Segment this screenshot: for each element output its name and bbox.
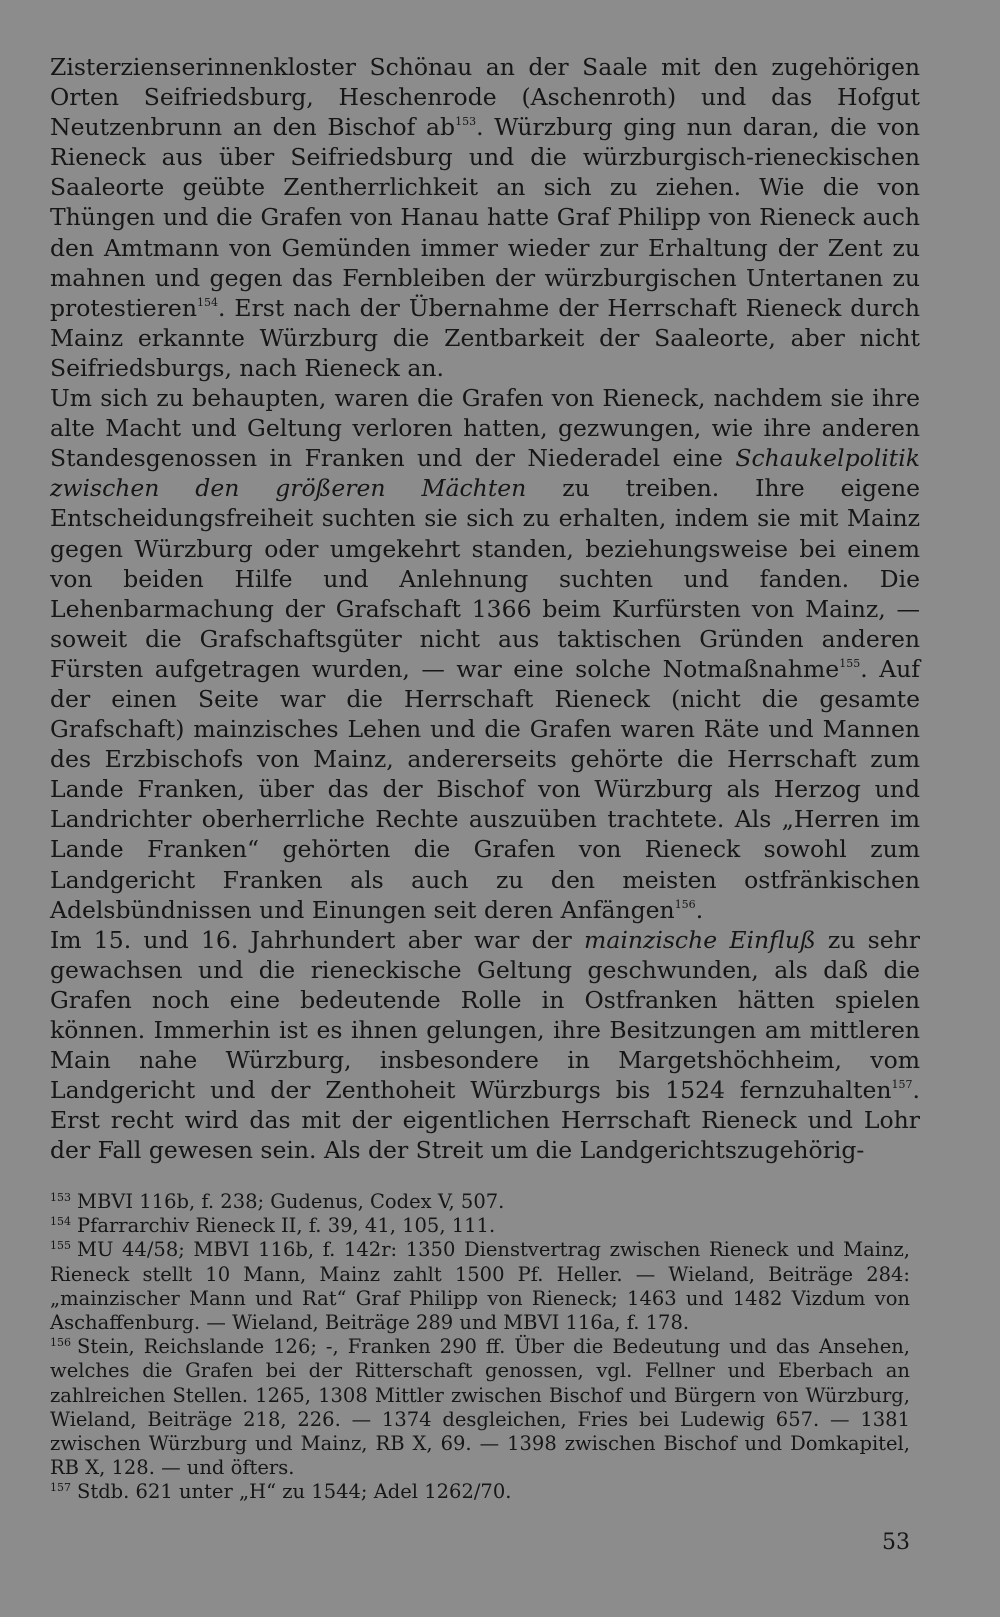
text-run: . Erst nach der Übernahme der Herrschaft Rieneck durch Mainz erkannte Würzburg die Zentbarkeit der Saaleorte, aber nicht Seifriedsburgs, nach Rieneck an. (50, 293, 920, 382)
text-run: . Würzburg ging nun daran, die von Rieneck aus über Seifriedsburg und die würzburgisch-rieneckischen Saaleorte geübte Zentherrlichkeit an sich zu ziehen. Wie die von Thüngen und die Grafen von Hanau hatte Graf Philipp von Rieneck auch den Amtmann von Gemünden immer wieder zur Erhaltung der Zent zu mahnen und gegen das Fernbleiben der würzburgischen Untertanen zu protestieren (50, 113, 920, 322)
page-content (50, 52, 920, 1165)
footnote-text: MU 44/58; MBVI 116b, f. 142r: 1350 Dienstvertrag zwischen Rieneck und Mainz, Rieneck stellt 10 Mann, Mainz zahlt 1500 Pf. Heller. — Wieland, Beiträge 284: „mainzischer Mann und Rat“ Graf Philipp von Rieneck; 1463 und 1482 Vizdum von Aschaffenburg. — Wieland, Beiträge 289 und MBVI 116a, f. 178. (50, 1238, 910, 1335)
footnote (50, 1238, 910, 1335)
footnote-number: 154 (50, 1214, 71, 1228)
text-run: zu sehr gewachsen und die rieneckische Geltung geschwunden, als daß die Grafen noch eine bedeutende Rolle in Ostfranken hätten spielen können. Immerhin ist es ihnen gelungen, ihre Besitzungen am mittleren Main nahe Würzburg, insbesondere in Margetshöchheim, vom Landgericht und der Zenthoheit Würzburgs bis 1524 fernzuhalten (50, 925, 920, 1105)
page-number: 53 (882, 1530, 910, 1555)
paragraph (50, 925, 920, 1166)
footnote-text: Stein, Reichslande 126; -, Franken 290 ff. Über die Bedeutung und das Ansehen, welches die Grafen bei der Ritterschaft genossen, vgl. Fellner und Eberbach an zahlreichen Stellen. 1265, 1308 Mittler zwischen Bischof und Bürgern von Würzburg, Wieland, Beiträge 218, 226. — 1374 desgleichen, Fries bei Ludewig 657. — 1381 zwischen Würzburg und Mainz, RB X, 69. — 1398 zwischen Bischof und Domkapitel, RB X, 128. — und öfters. (50, 1335, 910, 1480)
text-run: . Erst recht wird das mit der eigentlichen Herrschaft Rieneck und Lohr der Fall gewesen sein. Als der Streit um die Landgerichtszugehörig- (50, 1076, 920, 1165)
footnote (50, 1335, 910, 1480)
footnote-reference: 155 (839, 657, 861, 671)
footnote-number: 155 (50, 1238, 71, 1252)
text-run: zu treiben. Ihre eigene Entscheidungsfreiheit suchten sie sich zu erhalten, indem sie mit Mainz gegen Würzburg oder umgekehrt standen, beziehungsweise bei einem von beiden Hilfe und Anlehnung suchten und fanden. Die Lehenbarmachung der Grafschaft 1366 beim Kurfürsten von Mainz, — soweit die Grafschaftsgüter nicht aus taktischen Gründen anderen Fürsten aufgetragen wurden, — war eine solche Notmaßnahme (50, 474, 920, 683)
footnote-text: Pfarrarchiv Rieneck II, f. 39, 41, 105, 111. (77, 1214, 496, 1238)
body-text (50, 52, 920, 1165)
footnote-number: 156 (50, 1335, 71, 1349)
text-run: . Auf der einen Seite war die Herrschaft Rieneck (nicht die gesamte Grafschaft) mainzisches Lehen und die Grafen waren Räte und Mannen des Erzbischofs von Mainz, andererseits gehörte die Herrschaft zum Lande Franken, über das der Bischof von Würzburg als Herzog und Landrichter oberherrliche Rechte auszuüben trachtete. Als „Herren im Lande Franken“ gehörten die Grafen von Rieneck sowohl zum Landgericht Franken als auch zu den meisten ostfränkischen Adelsbündnissen und Einungen seit deren Anfängen (50, 654, 920, 924)
footnote-reference: 153 (455, 115, 477, 129)
emphasized-text: mainzische Einfluß (584, 925, 816, 954)
footnote (50, 1214, 910, 1238)
text-run: Im 15. und 16. Jahrhundert aber war der (50, 925, 585, 954)
footnote (50, 1480, 910, 1504)
footnote (50, 1190, 910, 1214)
text-run: . (695, 895, 704, 924)
text-run: Um sich zu behaupten, waren die Grafen von Rieneck, nachdem sie ihre alte Macht und Geltung verloren hatten, gezwungen, wie ihre anderen Standesgenossen in Franken und der Niederadel eine (50, 384, 920, 473)
footnotes (50, 1190, 910, 1505)
paragraph (50, 383, 920, 925)
emphasized-text: Schaukelpolitik zwischen den größeren Mächten (50, 444, 920, 503)
footnote-number: 157 (50, 1480, 71, 1494)
text-run: Zisterzienserinnenkloster Schönau an der Saale mit den zugehörigen Orten Seifriedsburg, Heschenrode (Aschenroth) und das Hofgut Neutzenbrunn an den Bischof ab (50, 53, 920, 142)
footnote-reference: 156 (674, 897, 696, 911)
footnote-number: 153 (50, 1190, 71, 1204)
footnote-text: Stdb. 621 unter „H“ zu 1544; Adel 1262/70. (77, 1480, 512, 1504)
footnote-text: MBVI 116b, f. 238; Gudenus, Codex V, 507. (77, 1190, 505, 1213)
paragraph (50, 52, 920, 383)
footnote-reference: 157 (891, 1078, 913, 1092)
footnote-reference: 154 (196, 295, 218, 309)
